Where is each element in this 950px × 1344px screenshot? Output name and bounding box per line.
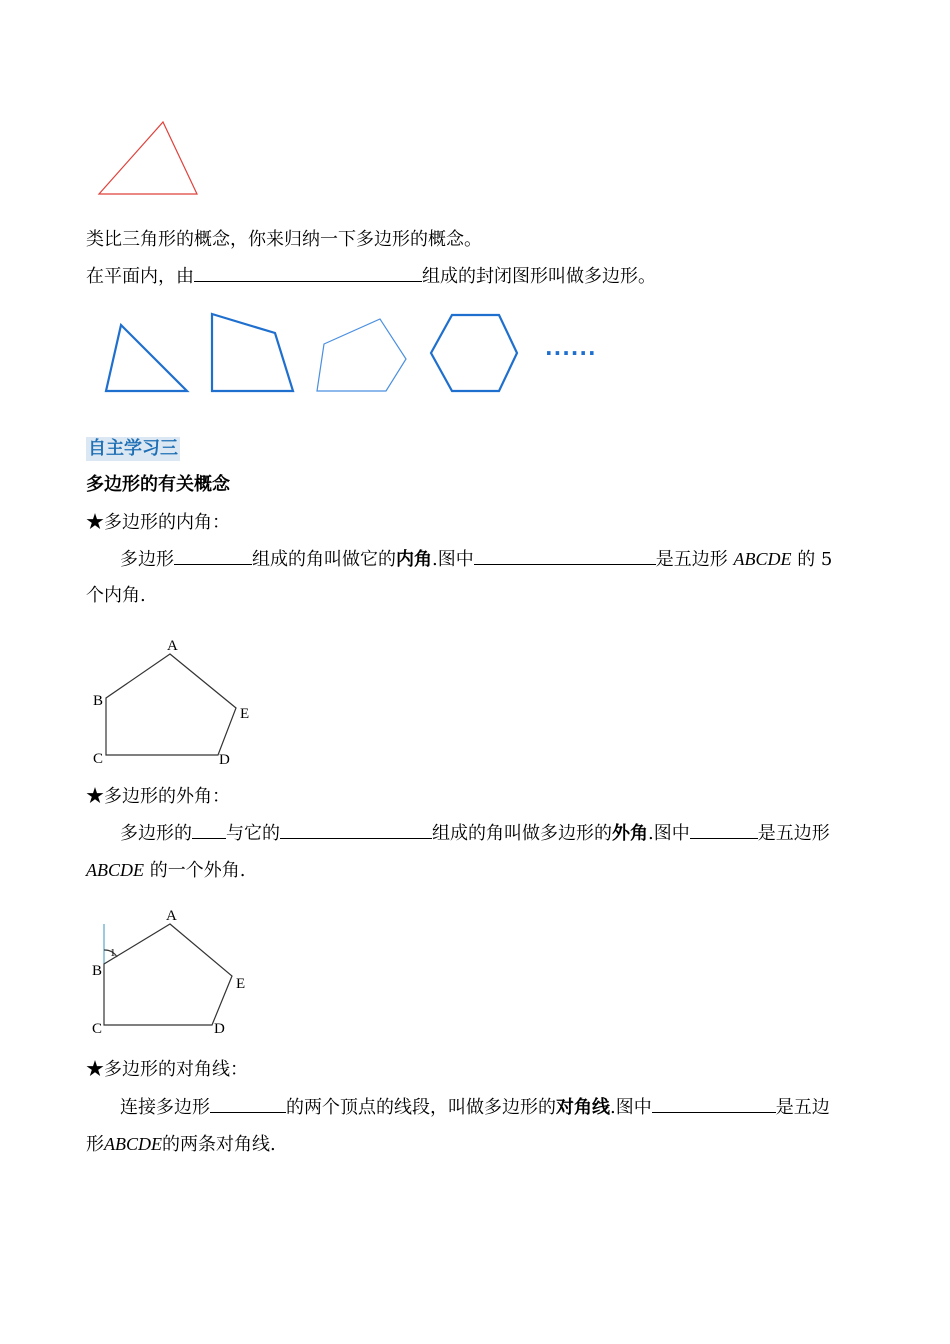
polygon-name: ABCDE bbox=[733, 549, 792, 569]
exterior-angle-term: 外角 bbox=[612, 823, 648, 844]
vertex-label-c: C bbox=[92, 1021, 103, 1037]
text-segment: 的两条对角线. bbox=[162, 1134, 276, 1155]
text-segment: 是五边 bbox=[775, 1097, 830, 1118]
text-segment: 的一个外角. bbox=[149, 860, 246, 881]
interior-angle-line2: 个内角. bbox=[86, 585, 146, 606]
text-segment: 的 5 bbox=[797, 549, 833, 570]
definition-prefix: 在平面内，由 bbox=[86, 266, 194, 287]
text-segment: 多边形 bbox=[120, 549, 174, 570]
interior-angle-term: 内角 bbox=[396, 549, 432, 570]
vertex-label-b: B bbox=[93, 693, 104, 709]
diagonal-line2 bbox=[86, 1132, 276, 1157]
text-segment: .图中 bbox=[610, 1097, 652, 1118]
ellipsis: ...... bbox=[545, 336, 597, 360]
analogy-text: 类比三角形的概念，你来归纳一下多边形的概念。 bbox=[86, 229, 482, 250]
exterior-blank-3[interactable] bbox=[690, 820, 758, 839]
diagonal-term: 对角线 bbox=[556, 1097, 610, 1118]
red-triangle-figure bbox=[90, 115, 205, 200]
vertex-label-d: D bbox=[219, 752, 230, 768]
interior-blank-1[interactable] bbox=[174, 546, 252, 565]
exterior-angle-heading: ★多边形的外角： bbox=[86, 786, 230, 807]
blue-hexagon-shape bbox=[431, 315, 517, 391]
exterior-angle-line1 bbox=[120, 820, 830, 846]
vertex-label-e: E bbox=[236, 976, 246, 992]
diagonal-heading: ★多边形的对角线： bbox=[86, 1059, 248, 1080]
interior-angle-line1 bbox=[120, 546, 832, 572]
text-segment: .图中 bbox=[648, 823, 690, 844]
text-segment: 组成的角叫做多边形的 bbox=[432, 823, 612, 844]
interior-angle-heading: ★多边形的内角： bbox=[86, 512, 230, 533]
section-title: 多边形的有关概念 bbox=[86, 474, 230, 495]
text-segment: .图中 bbox=[432, 549, 474, 570]
text-segment: 连接多边形 bbox=[120, 1097, 210, 1118]
exterior-angle-line2 bbox=[86, 858, 245, 883]
text-segment: 是五边形 bbox=[757, 823, 830, 844]
text-segment: 多边形的 bbox=[120, 823, 192, 844]
text-segment: 与它的 bbox=[226, 823, 280, 844]
vertex-label-b: B bbox=[92, 963, 103, 979]
polygons-row-figure bbox=[95, 305, 615, 400]
pentagon-exterior-figure bbox=[86, 902, 266, 1042]
text-segment: 的两个顶点的线段，叫做多边形的 bbox=[286, 1097, 556, 1118]
section-tag: 自主学习三 bbox=[88, 438, 178, 459]
text-segment: 组成的角叫做它的 bbox=[252, 549, 396, 570]
vertex-label-d: D bbox=[214, 1021, 225, 1037]
polygon-name: ABCDE bbox=[86, 860, 144, 880]
diagonal-blank-1[interactable] bbox=[210, 1094, 286, 1113]
interior-blank-2[interactable] bbox=[474, 546, 656, 565]
polygon-name: ABCDE bbox=[104, 1134, 162, 1154]
text-segment: 是五边形 bbox=[655, 549, 728, 570]
vertex-label-a: A bbox=[167, 638, 178, 654]
definition-suffix: 组成的封闭图形叫做多边形。 bbox=[422, 266, 656, 287]
pentagon-interior-figure bbox=[86, 630, 266, 770]
vertex-label-e: E bbox=[240, 706, 250, 722]
blue-quadrilateral-shape bbox=[212, 314, 293, 391]
blue-pentagon-shape bbox=[317, 319, 406, 391]
blue-triangle-shape bbox=[106, 325, 187, 391]
angle-label-1: 1 bbox=[110, 947, 116, 959]
exterior-blank-2[interactable] bbox=[280, 820, 432, 839]
text-segment: 形 bbox=[86, 1134, 104, 1155]
definition-blank[interactable] bbox=[194, 263, 422, 282]
definition-line bbox=[86, 263, 656, 289]
vertex-label-c: C bbox=[93, 751, 104, 767]
diagonal-blank-2[interactable] bbox=[652, 1094, 776, 1113]
exterior-blank-1[interactable] bbox=[192, 820, 226, 839]
diagonal-line1 bbox=[120, 1094, 830, 1120]
vertex-label-a: A bbox=[166, 908, 177, 924]
